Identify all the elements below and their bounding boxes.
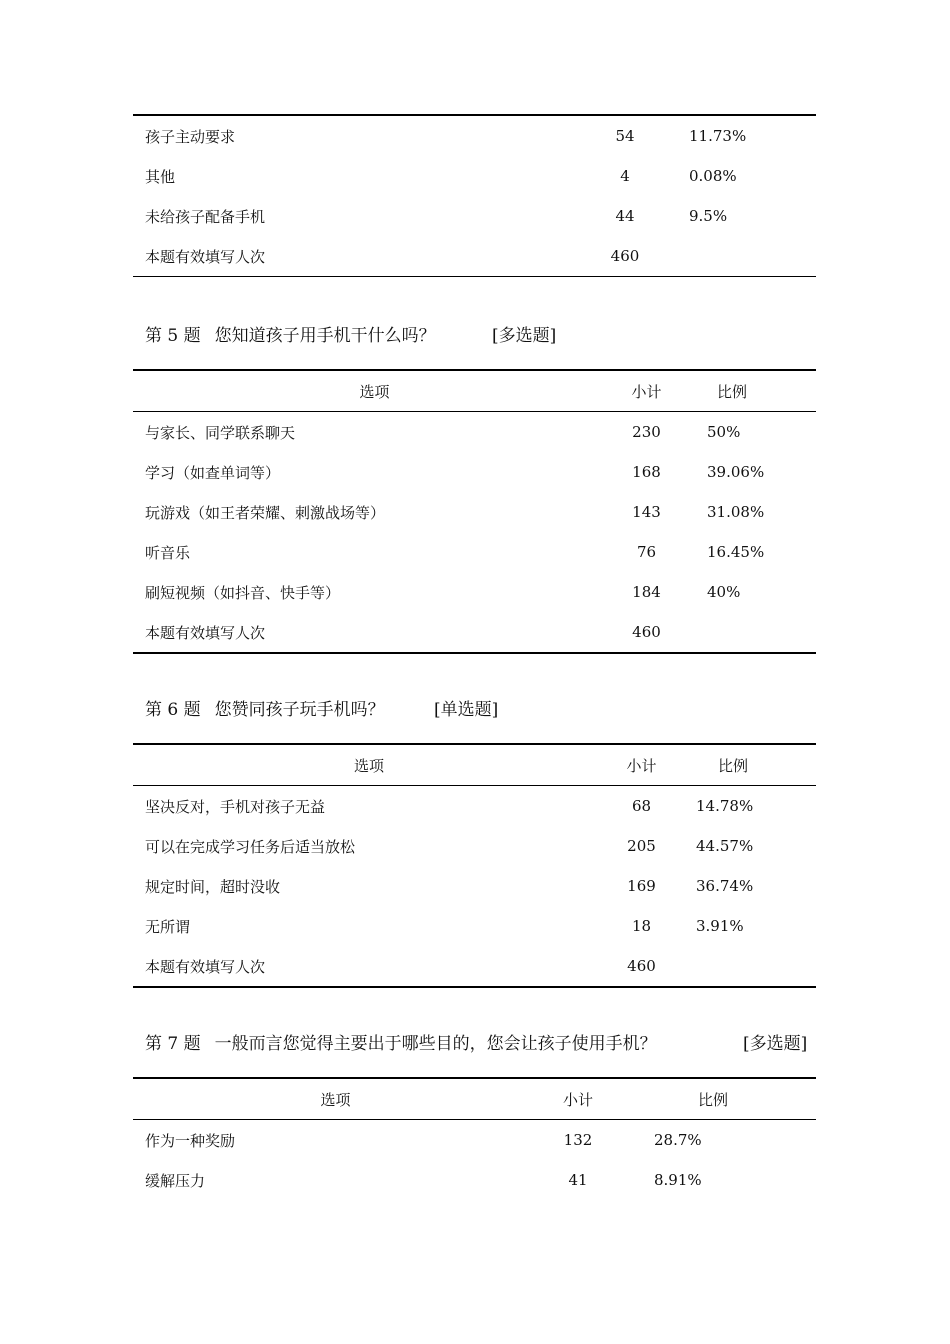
option-cell: 本题有效填写人次 <box>145 957 266 976</box>
count-cell: 205 <box>627 837 656 855</box>
count-cell: 44 <box>615 207 635 225</box>
count-cell: 4 <box>620 167 630 185</box>
question-type: [单选题] <box>434 700 499 720</box>
option-cell: 坚决反对，手机对孩子无益 <box>145 797 326 816</box>
table-row <box>133 1160 816 1200</box>
header-count: 小计 <box>631 382 662 401</box>
header-option: 选项 <box>320 1090 351 1109</box>
table-q5-grid <box>133 369 816 654</box>
question-type: [多选题] <box>743 1034 808 1054</box>
question-5-heading <box>145 321 557 346</box>
count-cell: 460 <box>610 247 640 265</box>
option-cell: 本题有效填写人次 <box>145 247 266 266</box>
table-row <box>133 115 816 156</box>
option-cell: 作为一种奖励 <box>145 1131 236 1150</box>
count-cell: 460 <box>632 623 661 641</box>
question-number: 第 6 题 <box>145 700 201 720</box>
question-text: 一般而言您觉得主要出于哪些目的，您会让孩子使用手机？ <box>214 1034 657 1054</box>
header-option: 选项 <box>359 382 390 401</box>
option-cell: 本题有效填写人次 <box>145 623 266 642</box>
question-number: 第 5 题 <box>145 326 201 346</box>
percent-cell: 9.5% <box>689 207 728 225</box>
table-row <box>133 786 816 827</box>
option-cell: 玩游戏（如王者荣耀、刺激战场等） <box>145 503 386 522</box>
percent-cell: 3.91% <box>696 917 744 935</box>
table-row <box>133 906 816 946</box>
table-q5 <box>133 369 816 654</box>
table-q4 <box>133 114 816 277</box>
option-cell: 其他 <box>145 167 176 186</box>
table-q7-grid <box>133 1077 816 1200</box>
header-percent: 比例 <box>698 1090 729 1109</box>
table-row <box>133 946 816 987</box>
header-percent: 比例 <box>718 756 749 775</box>
percent-cell: 11.73% <box>689 127 747 145</box>
count-cell: 184 <box>632 583 661 601</box>
percent-cell: 39.06% <box>707 463 765 481</box>
count-cell: 41 <box>568 1171 588 1189</box>
table-row <box>133 196 816 236</box>
question-7-heading <box>145 1029 808 1054</box>
option-cell: 刷短视频（如抖音、快手等） <box>145 583 341 602</box>
percent-cell: 31.08% <box>707 503 765 521</box>
option-cell: 规定时间，超时没收 <box>145 877 281 896</box>
option-cell: 未给孩子配备手机 <box>145 207 266 226</box>
table-row <box>133 612 816 653</box>
table-row <box>133 412 816 453</box>
table-row <box>133 572 816 612</box>
table-row <box>133 156 816 196</box>
table-row <box>133 826 816 866</box>
option-cell: 可以在完成学习任务后适当放松 <box>145 837 356 856</box>
count-cell: 168 <box>632 463 661 481</box>
option-cell: 听音乐 <box>145 543 191 562</box>
header-percent: 比例 <box>717 382 748 401</box>
percent-cell <box>678 946 816 987</box>
count-cell: 132 <box>563 1131 593 1149</box>
option-cell: 缓解压力 <box>145 1171 206 1190</box>
option-cell: 无所谓 <box>145 917 191 936</box>
count-cell: 68 <box>631 797 652 815</box>
count-cell: 460 <box>627 957 656 975</box>
table-q7 <box>133 1077 816 1200</box>
percent-cell: 40% <box>707 583 741 601</box>
option-cell: 与家长、同学联系聊天 <box>145 423 296 442</box>
question-text: 您赞同孩子玩手机吗？ <box>214 700 385 720</box>
table-header-row <box>133 1078 816 1120</box>
percent-cell: 0.08% <box>689 167 737 185</box>
header-count: 小计 <box>562 1090 593 1109</box>
percent-cell <box>677 236 816 277</box>
percent-cell: 14.78% <box>696 797 754 815</box>
percent-cell: 50% <box>707 423 741 441</box>
table-q6 <box>133 743 816 988</box>
count-cell: 143 <box>632 503 661 521</box>
table-row <box>133 1120 816 1161</box>
question-type: [多选题] <box>492 326 557 346</box>
percent-cell: 16.45% <box>707 543 765 561</box>
table-row <box>133 532 816 572</box>
table-q6-grid <box>133 743 816 988</box>
table-row <box>133 236 816 277</box>
table-header-row <box>133 744 816 786</box>
percent-cell <box>677 612 816 653</box>
count-cell: 76 <box>636 543 657 561</box>
table-row <box>133 492 816 532</box>
count-cell: 230 <box>632 423 661 441</box>
percent-cell: 36.74% <box>696 877 754 895</box>
option-cell: 学习（如查单词等） <box>145 463 281 482</box>
count-cell: 169 <box>627 877 656 895</box>
header-option: 选项 <box>353 756 384 775</box>
table-header-row <box>133 370 816 412</box>
table-q4-grid <box>133 114 816 277</box>
count-cell: 18 <box>631 917 652 935</box>
header-count: 小计 <box>626 756 657 775</box>
count-cell: 54 <box>615 127 635 145</box>
option-cell: 孩子主动要求 <box>145 127 236 146</box>
table-row <box>133 866 816 906</box>
question-number: 第 7 题 <box>145 1034 201 1054</box>
percent-cell: 28.7% <box>654 1131 702 1149</box>
question-6-heading <box>145 695 499 720</box>
percent-cell: 8.91% <box>654 1171 702 1189</box>
table-row <box>133 452 816 492</box>
question-text: 您知道孩子用手机干什么吗？ <box>214 326 436 346</box>
percent-cell: 44.57% <box>696 837 754 855</box>
